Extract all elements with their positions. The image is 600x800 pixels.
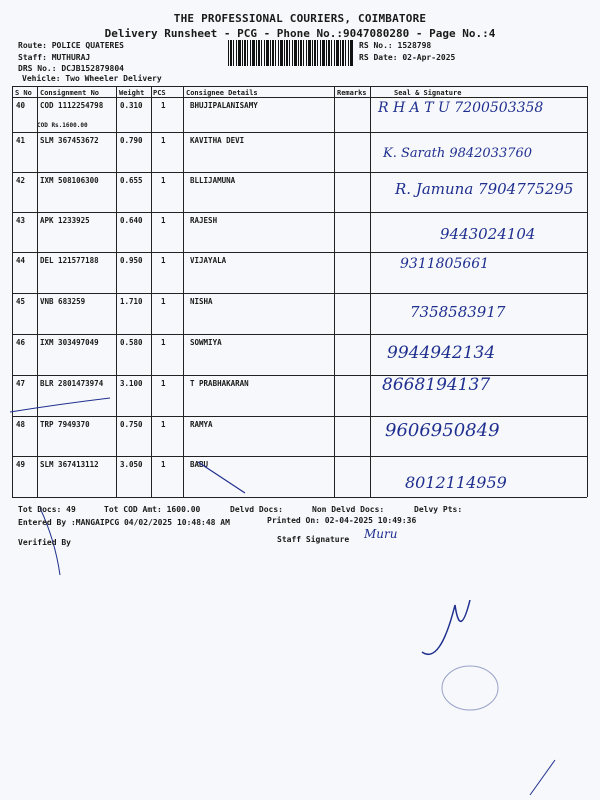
cell-consignee: SOWMIYA: [190, 338, 222, 347]
drs-info: DRS No.: DCJB152879804: [18, 64, 124, 73]
company-title: THE PROFESSIONAL COURIERS, COIMBATORE: [173, 12, 427, 25]
cell-pcs: 1: [161, 101, 166, 110]
entered-by: Entered By :MANGAIPCG 04/02/2025 10:48:48 AM: [18, 518, 230, 527]
cell-consignment: IXM 303497049: [40, 338, 99, 347]
cell-pcs: 1: [161, 176, 166, 185]
cell-sno: 48: [16, 420, 26, 429]
cell-consignee: KAVITHA DEVI: [190, 136, 245, 145]
total-cod: Tot COD Amt: 1600.00: [104, 505, 201, 514]
delivery-points: Delvy Pts:: [414, 505, 463, 514]
cell-pcs: 1: [161, 216, 166, 225]
cell-pcs: 1: [161, 460, 166, 469]
cell-pcs: 1: [161, 136, 166, 145]
cell-weight: 0.950: [120, 256, 143, 265]
cell-sno: 40: [16, 101, 26, 110]
cell-weight: 0.790: [120, 136, 143, 145]
col-header-remarks: Remarks: [337, 89, 367, 97]
col-header-pcs: PCS: [153, 89, 166, 97]
signature-row-42: R. Jamuna 7904775295: [395, 180, 574, 198]
vehicle-info: Vehicle: Two Wheeler Delivery: [22, 74, 162, 83]
cell-consignment: TRP 7949370: [40, 420, 90, 429]
cell-weight: 0.640: [120, 216, 143, 225]
col-header-sno: S No: [15, 89, 32, 97]
cell-consignment: SLM 367413112: [40, 460, 99, 469]
cell-consignment: DEL 121577188: [40, 256, 99, 265]
signature-row-44: 9311805661: [400, 256, 490, 272]
cell-consignee: BHUJIPALANISAMY: [190, 101, 258, 110]
cell-sno: 42: [16, 176, 26, 185]
cell-pcs: 1: [161, 379, 166, 388]
cell-weight: 1.710: [120, 297, 143, 306]
staff-signature: Muru: [364, 527, 398, 541]
cell-pcs: 1: [161, 256, 166, 265]
cell-consignment: APK 1233925: [40, 216, 90, 225]
cell-sno: 46: [16, 338, 26, 347]
cell-consignee: NISHA: [190, 297, 213, 306]
signature-row-46: 9944942134: [387, 343, 496, 363]
signature-row-49: 8012114959: [405, 473, 507, 492]
cell-consignee: BLLIJAMUNA: [190, 176, 236, 185]
cell-consignee: BABU: [190, 460, 209, 469]
non-delivered-docs: Non Delvd Docs:: [312, 505, 385, 514]
signature-row-40: R H A T U 7200503358: [378, 100, 544, 116]
col-header-consignment: Consignment No: [40, 89, 100, 97]
cell-consignee: VIJAYALA: [190, 256, 227, 265]
cell-consignment: BLR 2801473974: [40, 379, 104, 388]
cell-consignment: COD 1112254798: [40, 101, 104, 110]
cell-sno: 47: [16, 379, 26, 388]
cell-consignment: IXM 508106300: [40, 176, 99, 185]
cell-weight: 3.100: [120, 379, 143, 388]
total-docs: Tot Docs: 49: [18, 505, 76, 514]
cell-pcs: 1: [161, 420, 166, 429]
col-header-consignee: Consignee Details: [186, 89, 258, 97]
cell-consignee: RAJESH: [190, 216, 218, 225]
runsheet-subtitle: Delivery Runsheet - PCG - Phone No.:9047080280 - Page No.:4: [104, 27, 496, 40]
cell-pcs: 1: [161, 338, 166, 347]
route-info: Route: POLICE QUATERES: [18, 41, 124, 50]
cell-pcs: 1: [161, 297, 166, 306]
signature-row-45: 7358583917: [410, 303, 506, 321]
cell-sno: 41: [16, 136, 26, 145]
signature-row-48: 9606950849: [385, 420, 500, 441]
signature-row-43: 9443024104: [440, 225, 536, 243]
cell-consignment: VNB 683259: [40, 297, 86, 306]
col-header-signature: Seal & Signature: [394, 89, 462, 97]
cell-sno: 45: [16, 297, 26, 306]
col-header-weight: Weight: [119, 89, 145, 97]
cell-sno: 49: [16, 460, 26, 469]
printed-on: Printed On: 02-04-2025 10:49:36: [267, 516, 417, 525]
cell-consignee: T PRABHAKARAN: [190, 379, 249, 388]
cell-weight: 0.310: [120, 101, 143, 110]
signature-row-41: K. Sarath 9842033760: [383, 146, 533, 161]
delivered-docs: Delvd Docs:: [230, 505, 283, 514]
rs-number: RS No.: 1528798: [359, 41, 432, 50]
cell-consignment: SLM 367453672: [40, 136, 99, 145]
verified-by: Verified By: [18, 538, 71, 547]
staff-info: Staff: MUTHURAJ: [18, 53, 91, 62]
cod-amount: COD Rs.1600.00: [37, 122, 88, 129]
rs-date: RS Date: 02-Apr-2025: [359, 53, 456, 62]
cell-weight: 0.580: [120, 338, 143, 347]
cell-weight: 3.050: [120, 460, 143, 469]
cell-weight: 0.750: [120, 420, 143, 429]
staff-signature-label: Staff Signature: [277, 535, 350, 544]
cell-sno: 44: [16, 256, 26, 265]
signature-row-47: 8668194137: [382, 375, 491, 395]
cell-weight: 0.655: [120, 176, 143, 185]
cell-consignee: RAMYA: [190, 420, 213, 429]
cell-sno: 43: [16, 216, 26, 225]
